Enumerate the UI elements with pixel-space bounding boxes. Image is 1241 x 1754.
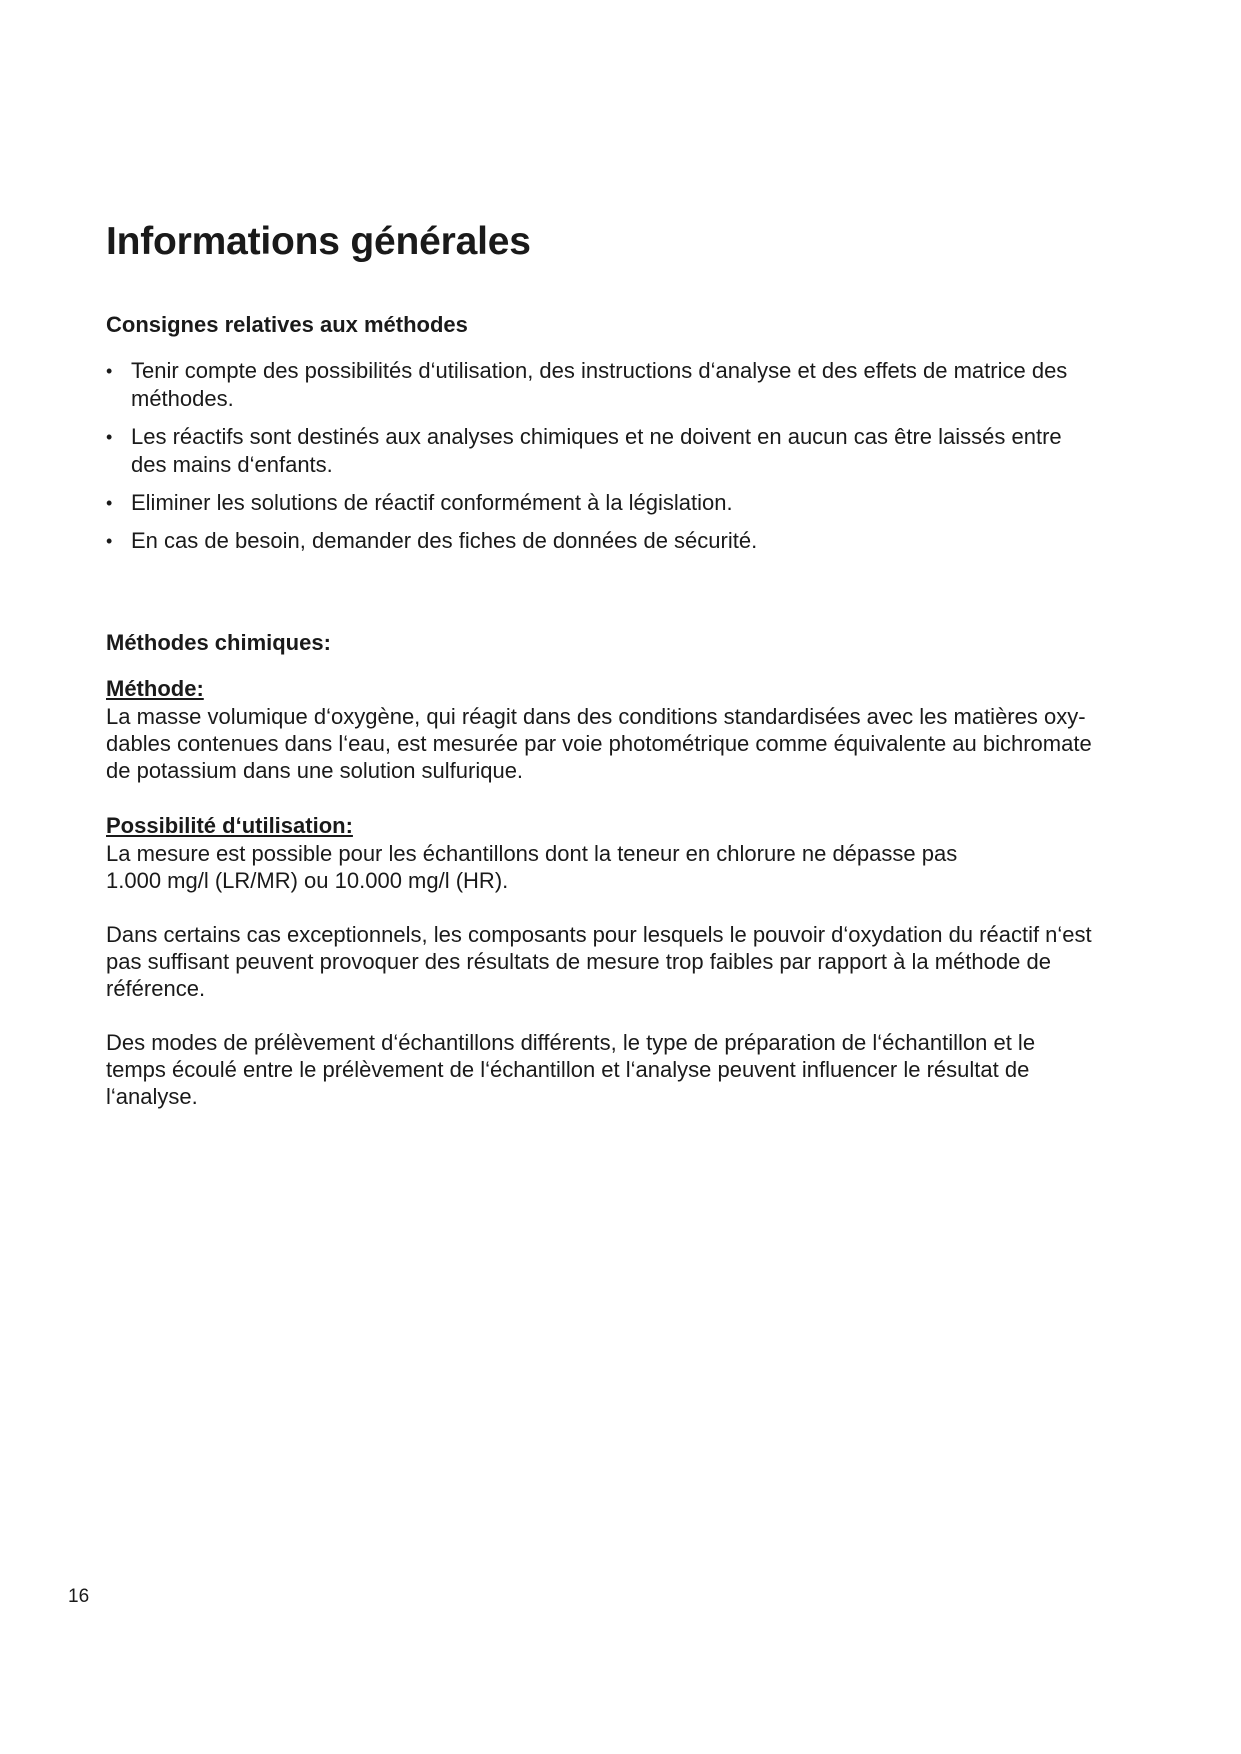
list-item-line: En cas de besoin, demander des fiches de données de sécurité. [131, 528, 758, 553]
list-item-line: Tenir compte des possibilités d‘utilisation, des instructions d‘analyse et des effets de matrice des [131, 358, 1068, 383]
text-line: de potassium dans une solution sulfurique. [106, 758, 524, 783]
paragraph-possibilite-1 [106, 840, 1146, 894]
list-item [106, 423, 1146, 479]
list-item [106, 489, 1146, 517]
list-item [106, 527, 1146, 555]
text-line: l‘analyse. [106, 1084, 198, 1109]
text-line: référence. [106, 976, 206, 1001]
bullet-icon: • [106, 531, 113, 551]
page-number: 16 [68, 1586, 90, 1607]
list-item-line: Les réactifs sont destinés aux analyses chimiques et ne doivent en aucun cas être laissés entre [131, 424, 1062, 449]
section-heading-consignes: Consignes relatives aux méthodes [106, 312, 468, 337]
text-line: La masse volumique d‘oxygène, qui réagit dans des conditions standardisées avec les matières oxy- [106, 704, 1086, 729]
page-title: Informations générales [106, 220, 531, 263]
section-heading-methodes: Méthodes chimiques: [106, 630, 331, 655]
text-line: La mesure est possible pour les échantillons dont la teneur en chlorure ne dépasse pas [106, 841, 958, 866]
paragraph-methode [106, 703, 1146, 784]
subheading-methode: Méthode: [106, 676, 204, 701]
text-line: 1.000 mg/l (LR/MR) ou 10.000 mg/l (HR). [106, 868, 509, 893]
page-content [106, 214, 1146, 1110]
text-line: pas suffisant peuvent provoquer des résultats de mesure trop faibles par rapport à la méthode de [106, 949, 1051, 974]
consignes-list [106, 357, 1146, 555]
list-item-line: des mains d‘enfants. [131, 452, 333, 477]
bullet-icon: • [106, 493, 113, 513]
bullet-icon: • [106, 427, 113, 447]
text-line: temps écoulé entre le prélèvement de l‘échantillon et l‘analyse peuvent influencer le résultat de [106, 1057, 1030, 1082]
text-line: Dans certains cas exceptionnels, les composants pour lesquels le pouvoir d‘oxydation du réactif n‘est [106, 922, 1092, 947]
text-line: Des modes de prélèvement d‘échantillons différents, le type de préparation de l‘échantillon et le [106, 1030, 1036, 1055]
list-item [106, 357, 1146, 413]
paragraph-possibilite-2 [106, 921, 1146, 1002]
list-item-line: méthodes. [131, 386, 234, 411]
paragraph-possibilite-3 [106, 1029, 1146, 1110]
text-line: dables contenues dans l‘eau, est mesurée par voie photométrique comme équivalente au bichromate [106, 731, 1092, 756]
subheading-possibilite: Possibilité d‘utilisation: [106, 813, 353, 838]
bullet-icon: • [106, 361, 113, 381]
list-item-line: Eliminer les solutions de réactif conformément à la législation. [131, 490, 733, 515]
